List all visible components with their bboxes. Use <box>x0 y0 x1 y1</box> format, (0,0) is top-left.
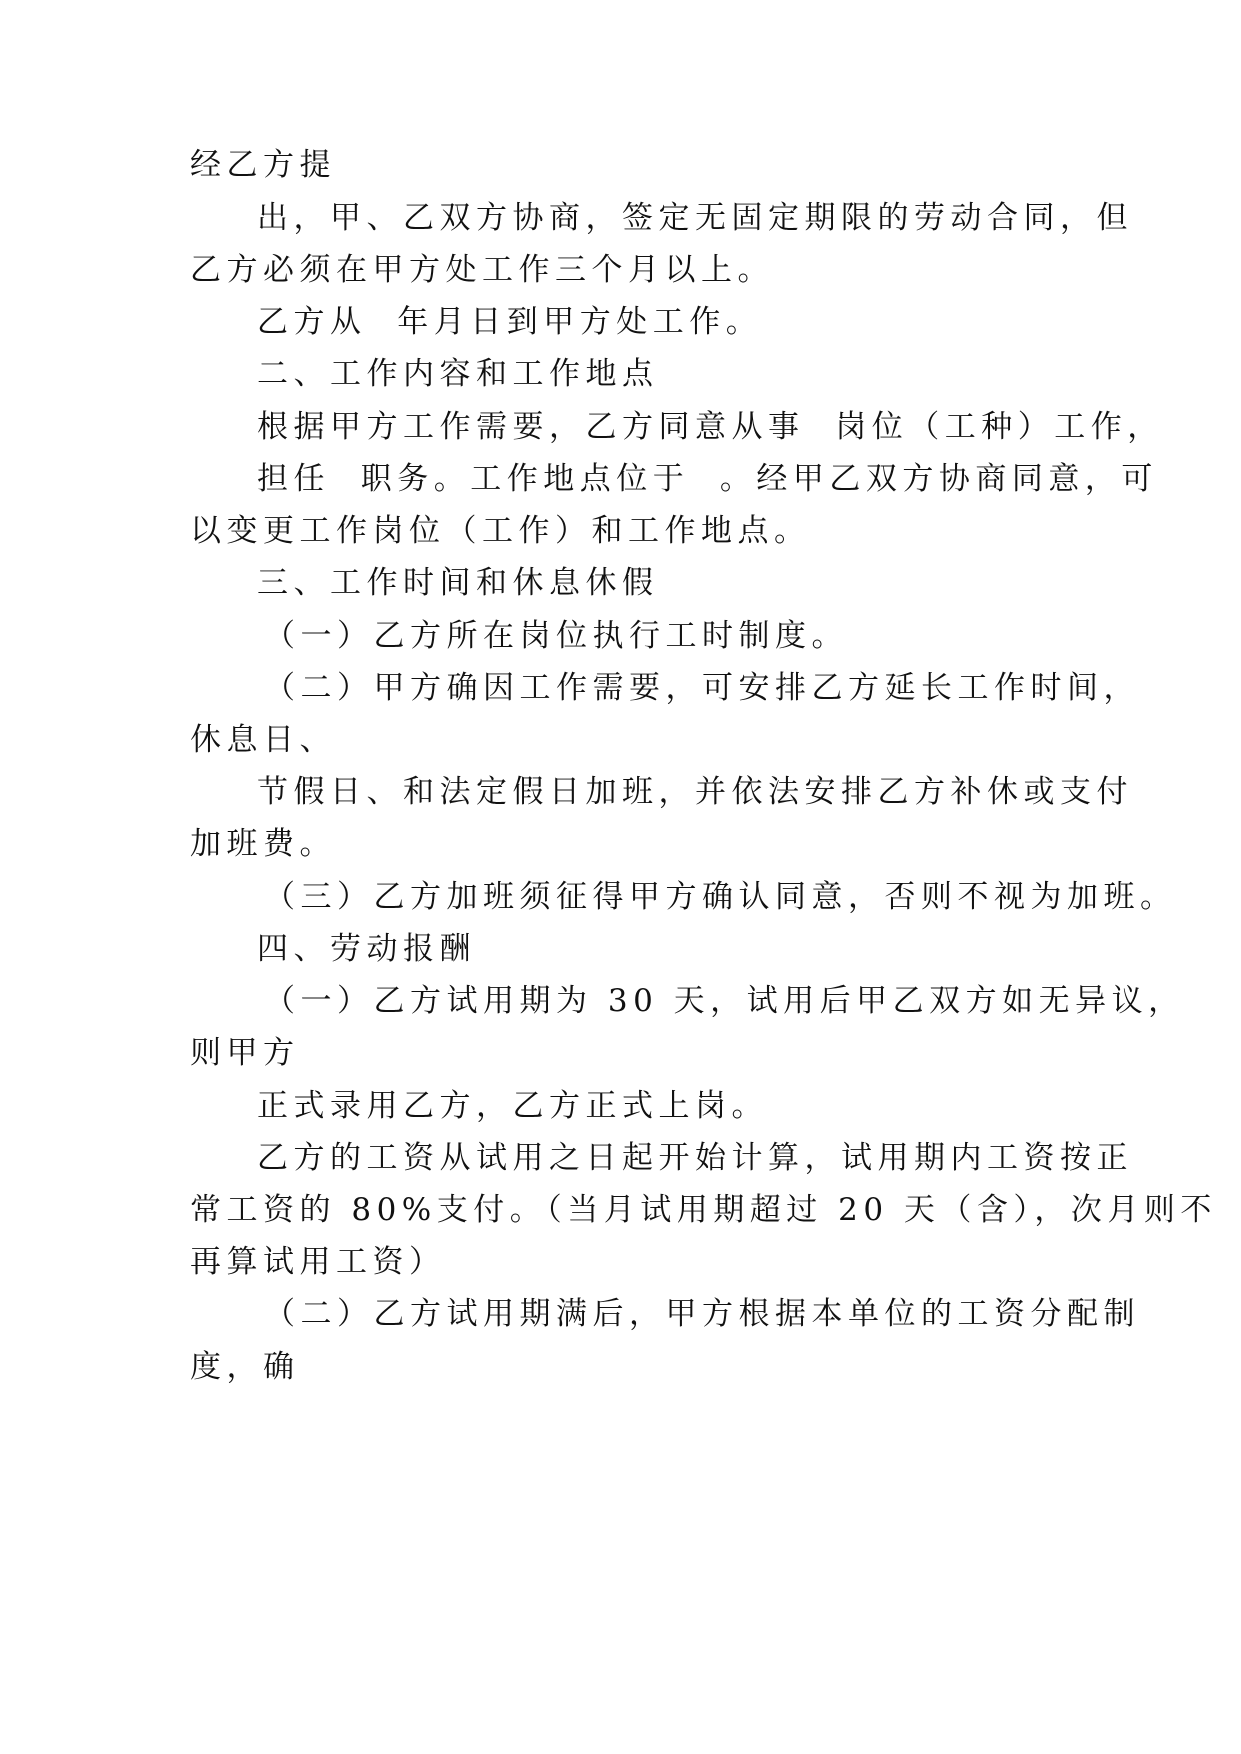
text-line-1: 经乙方提 <box>190 147 336 183</box>
text-line-19: 正式录用乙方，乙方正式上岗。 <box>257 1088 768 1124</box>
text-line-18: 则甲方 <box>190 1035 300 1071</box>
text-line-14: 加班费。 <box>190 826 336 862</box>
text-line-12: 休息日、 <box>190 722 336 758</box>
text-line-10: （一）乙方所在岗位执行工时制度。 <box>264 618 848 654</box>
text-line-21: 常工资的 80%支付。（当月试用期超过 20 天（含），次月则不 <box>190 1192 1217 1228</box>
text-line-20: 乙方的工资从试用之日起开始计算，试用期内工资按正 <box>257 1140 1133 1176</box>
text-line-3: 乙方必须在甲方处工作三个月以上。 <box>190 252 774 288</box>
text-line-24: 度，确 <box>190 1349 300 1385</box>
text-line-13: 节假日、和法定假日加班，并依法安排乙方补休或支付 <box>257 774 1133 810</box>
text-line-7: 担任 职务。工作地点位于 。经甲乙双方协商同意，可 <box>257 461 1158 497</box>
text-line-6: 根据甲方工作需要，乙方同意从事 岗位（工种）工作， <box>257 409 1164 445</box>
text-line-8: 以变更工作岗位（工作）和工作地点。 <box>190 513 811 549</box>
section-heading-3: 三、工作时间和休息休假 <box>257 565 659 601</box>
text-line-15: （三）乙方加班须征得甲方确认同意，否则不视为加班。 <box>264 879 1177 915</box>
text-line-2: 出，甲、乙双方协商，签定无固定期限的劳动合同，但 <box>257 200 1133 236</box>
section-heading-4: 四、劳动报酬 <box>257 931 476 967</box>
text-line-17: （一）乙方试用期为 30 天，试用后甲乙双方如无异议， <box>264 983 1185 1019</box>
text-line-11: （二）甲方确因工作需要，可安排乙方延长工作时间， <box>264 670 1140 706</box>
text-line-23: （二）乙方试用期满后，甲方根据本单位的工资分配制 <box>264 1296 1140 1332</box>
text-line-4: 乙方从 年月日到甲方处工作。 <box>257 304 763 340</box>
text-line-22: 再算试用工资） <box>190 1244 446 1280</box>
section-heading-2: 二、工作内容和工作地点 <box>257 356 659 392</box>
